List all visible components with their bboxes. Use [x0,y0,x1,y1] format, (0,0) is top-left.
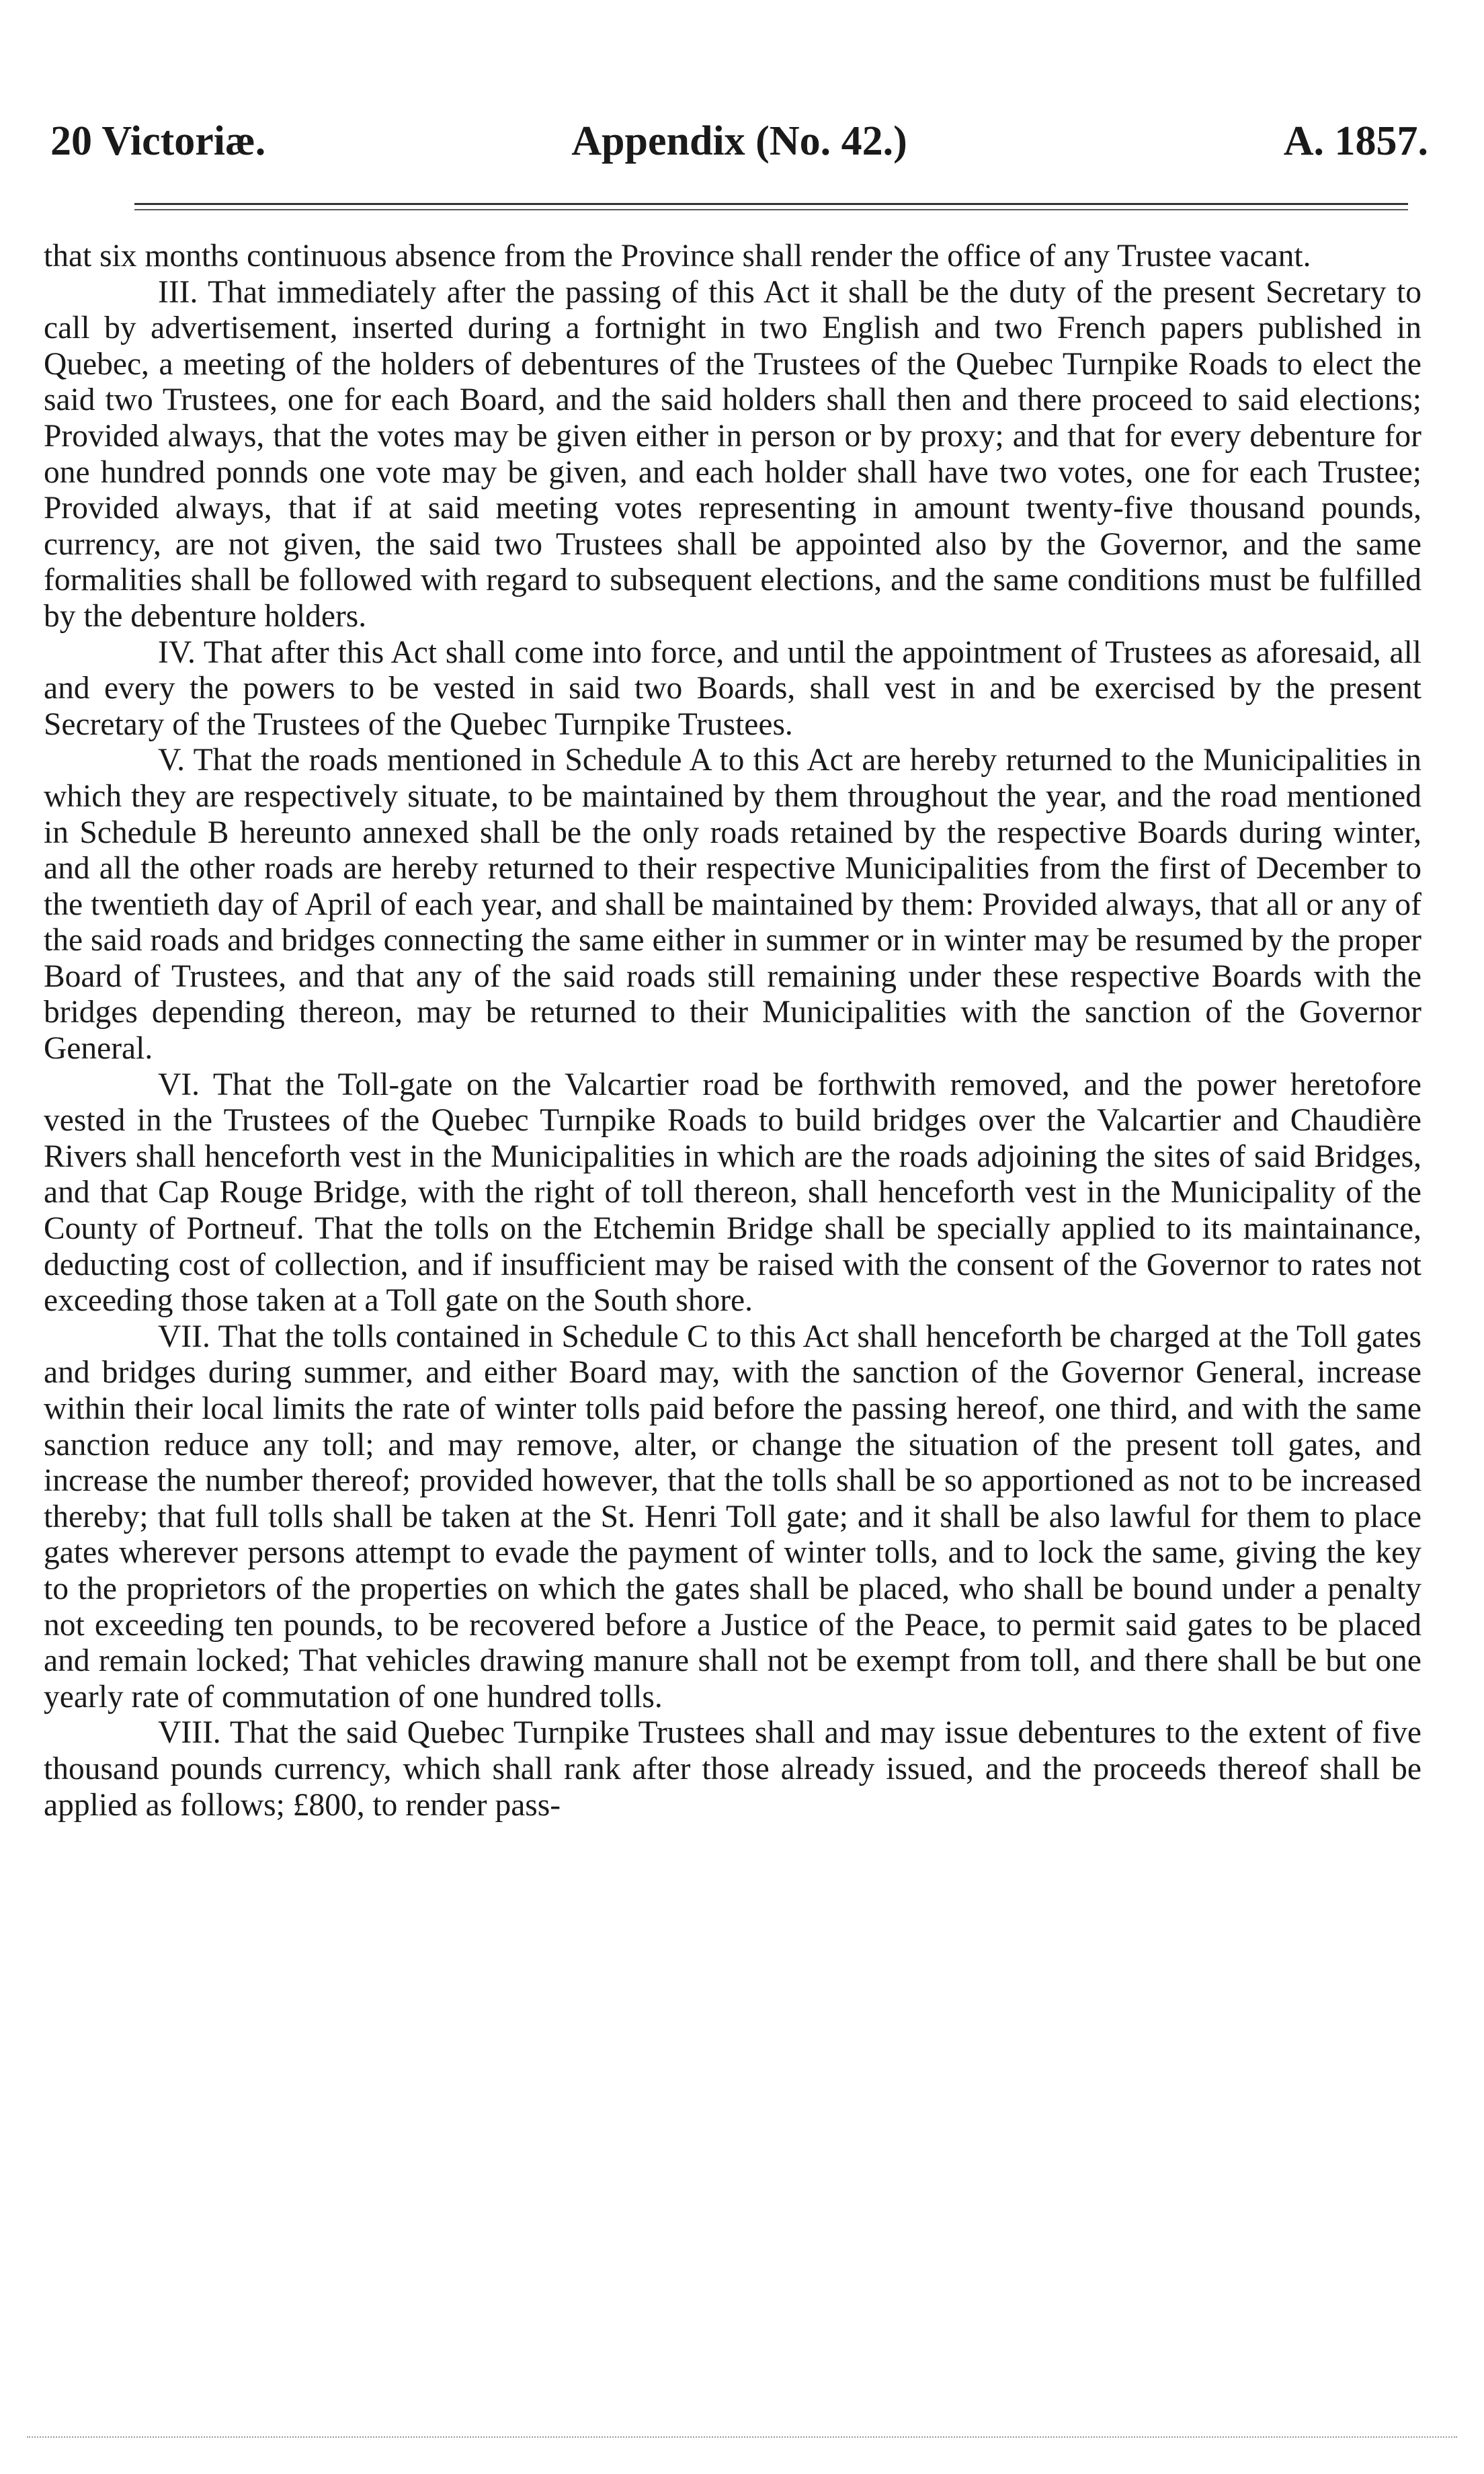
header-rule-bottom [134,209,1408,210]
section-viii: VIII. That the said Quebec Turnpike Trustees shall and may issue debentures to the extent of five thousand pounds currency, which shall rank after those already issued, and the proceeds thereof shall be applied as follows; £800, to render pass- [44,1715,1421,1823]
page-bottom-edge [27,2436,1457,2438]
section-vii: VII. That the tolls contained in Schedule C to this Act shall henceforth be charged at the Toll gates and bridges during summer, and either Board may, with the sanction of the Governor General, increase within their local limits the rate of winter tolls paid before the passing hereof, one third, and with the same sanction reduce any toll; and may remove, alter, or change the situation of the present toll gates, and increase the number thereof; provided however, that the tolls shall be so apportioned as not to be increased thereby; that full tolls shall be taken at the St. Henri Toll gate; and it shall be also lawful for them to place gates wherever persons attempt to evade the payment of winter tolls, and to lock the same, giving the key to the proprietors of the properties on which the gates shall be placed, who shall be bound under a penalty not exceeding ten pounds, to be recovered before a Justice of the Peace, to permit said gates to be placed and remain locked; That vehicles drawing manure shall not be exempt from toll, and there shall be but one yearly rate of commutation of one hundred tolls. [44,1319,1421,1715]
section-v: V. That the roads mentioned in Schedule A to this Act are hereby returned to the Municipalities in which they are respectively situate, to be maintained by them throughout the year, and the road mentioned in Schedule B hereunto annexed shall be the only roads retained by the respective Boards during winter, and all the other roads are hereby returned to their respective Municipalities from the first of December to the twentieth day of April of each year, and shall be maintained by them: Provided always, that all or any of the said roads and bridges connecting the same either in summer or in winter may be resumed by the proper Board of Trustees, and that any of the said roads still remaining under these respective Boards with the bridges depending thereon, may be returned to their Municipalities with the sanction of the Governor General. [44,743,1421,1067]
header-appendix-title: Appendix (No. 42.) [571,118,907,164]
paragraph-continuation: that six months continuous absence from the Province shall render the office of any Trustee vacant. [44,239,1311,274]
header-year: A. 1857. [1283,118,1428,164]
section-iii: III. That immediately after the passing of this Act it shall be the duty of the present Secretary to call by advertisement, inserted during a fortnight in two English and two French papers published in Quebec, a meeting of the holders of debentures of the Trustees of the Quebec Turnpike Roads to elect the said two Trustees, one for each Board, and the said holders shall then and there proceed to said elections; Provided always, that the votes may be given either in person or by proxy; and that for every debenture for one hundred ponnds one vote may be given, and each holder shall have two votes, one for each Trustee; Provided always, that if at said meeting votes representing in amount twenty-five thousand pounds, currency, are not given, the said two Trustees shall be appointed also by the Governor, and the same formalities shall be followed with regard to subsequent elections, and the same conditions must be fulfilled by the debenture holders. [44,274,1421,634]
header-rule-top [134,203,1408,205]
section-vi: VI. That the Toll-gate on the Valcartier road be forthwith removed, and the power heretofore vested in the Trustees of the Quebec Turnpike Roads to build bridges over the Valcartier and Chaudière Rivers shall henceforth vest in the Municipalities in which are the roads adjoining the sites of said Bridges, and that Cap Rouge Bridge, with the right of toll thereon, shall henceforth vest in the Municipality of the County of Portneuf. That the tolls on the Etchemin Bridge shall be specially applied to its maintainance, deducting cost of collection, and if insufficient may be raised with the consent of the Governor to rates not exceeding those taken at a Toll gate on the South shore. [44,1067,1421,1319]
document-body [44,239,1421,1823]
header-session: 20 Victoriæ. [50,118,266,164]
page-header [50,111,1428,171]
section-iv: IV. That after this Act shall come into force, and until the appointment of Trustees as aforesaid, all and every the powers to be vested in said two Boards, shall vest in and be exercised by the present Secretary of the Trustees of the Quebec Turnpike Trustees. [44,634,1421,742]
